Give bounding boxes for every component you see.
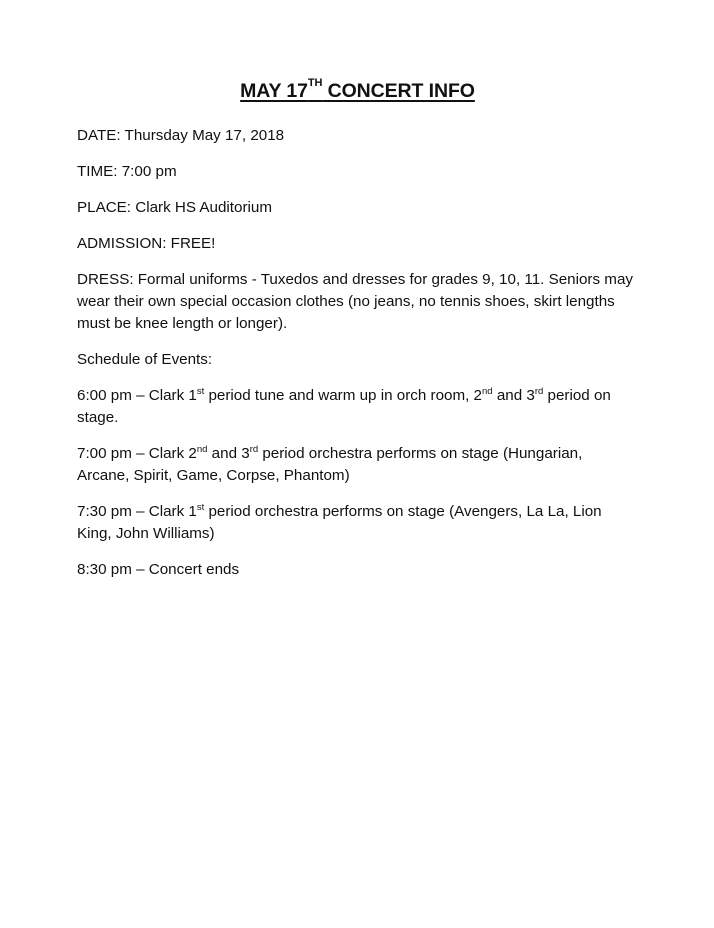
event-text: 7:30 pm – Clark 1: [77, 503, 197, 520]
event-item-6pm: [77, 385, 638, 429]
dress-paragraph: DRESS: Formal uniforms - Tuxedos and dresses for grades 9, 10, 11. Seniors may wear their own special occasion clothes (no jeans, no tennis shoes, skirt lengths must be knee length or longer).: [77, 271, 633, 332]
title-ordinal-suffix: TH: [307, 77, 323, 89]
page-title: [77, 77, 638, 103]
event-text: 6:00 pm – Clark 1: [77, 387, 197, 404]
time-line: TIME: 7:00 pm: [77, 163, 177, 180]
event-item-730pm: [77, 501, 638, 545]
event-item-830pm: [77, 559, 638, 581]
event-text: and 3: [492, 387, 535, 404]
event-text: period orchestra performs on stage (Hungarian, Arcane, Spirit, Game, Corpse, Phantom): [77, 445, 583, 484]
event-text: period tune and warm up in orch room, 2: [204, 387, 483, 404]
event-text: 7:00 pm – Clark 2: [77, 445, 197, 462]
title-rest: CONCERT INFO: [322, 80, 475, 102]
ordinal-suffix: rd: [249, 443, 259, 455]
ordinal-suffix: nd: [196, 443, 208, 455]
ordinal-suffix: st: [196, 501, 205, 513]
event-text: period orchestra performs on stage (Avengers, La La, Lion King, John Williams): [77, 503, 602, 542]
event-text: 8:30 pm – Concert ends: [77, 561, 240, 578]
ordinal-suffix: nd: [482, 385, 493, 397]
event-text: period on stage.: [77, 387, 611, 426]
admission-line: ADMISSION: FREE!: [77, 235, 216, 252]
event-item-7pm: [77, 443, 638, 487]
ordinal-suffix: st: [196, 385, 205, 397]
event-text: and 3: [207, 445, 250, 462]
title-main: MAY 17: [240, 80, 308, 102]
schedule-heading: Schedule of Events:: [77, 351, 213, 368]
ordinal-suffix: rd: [534, 385, 544, 397]
date-line: DATE: Thursday May 17, 2018: [77, 127, 285, 144]
place-line: PLACE: Clark HS Auditorium: [77, 199, 272, 216]
